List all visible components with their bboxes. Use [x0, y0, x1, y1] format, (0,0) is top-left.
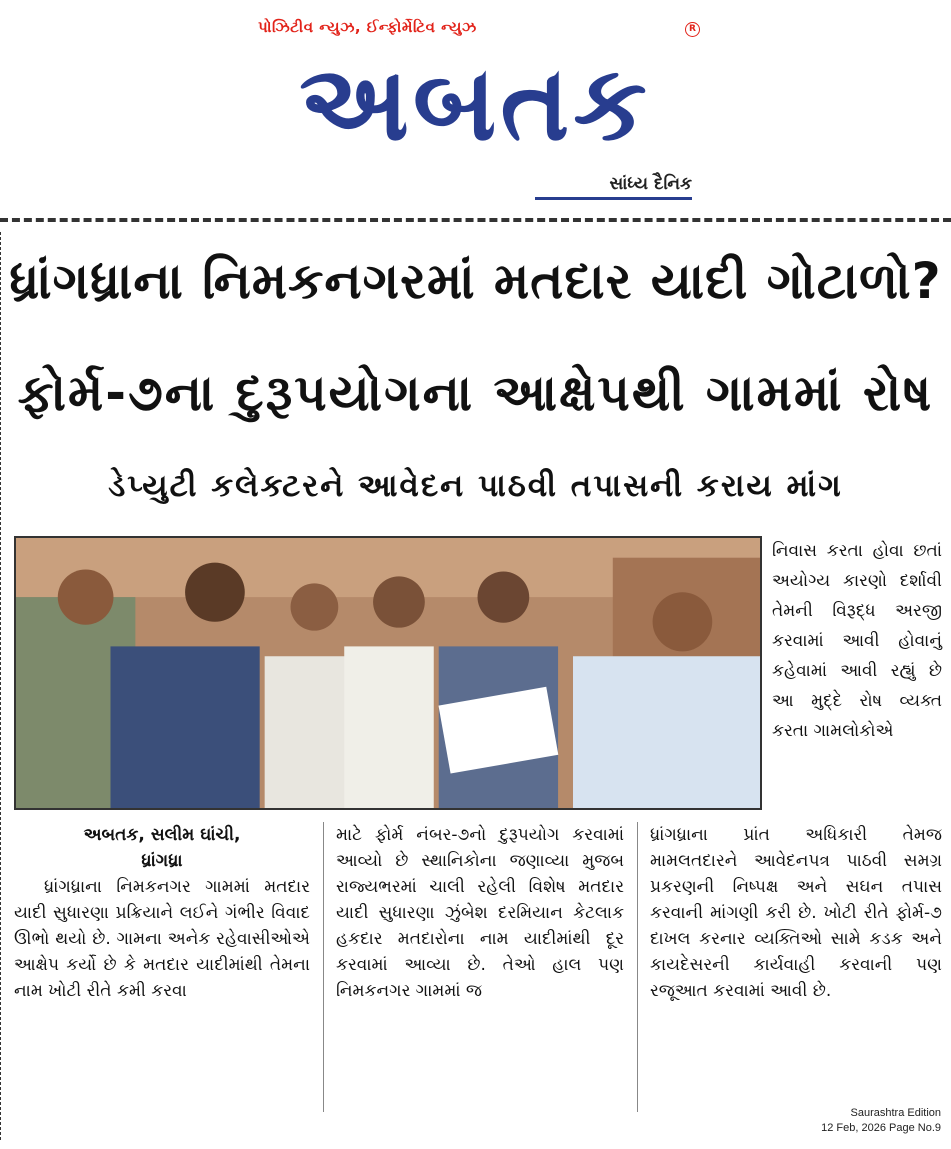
headline-primary: ધ્રાંગધ્રાના નિમકનગરમાં મતદાર યાદી ગોટાળો?: [9, 252, 942, 310]
news-photo: [14, 536, 762, 810]
article-column-2: માટે ફોર્મ નંબર-૭નો દુરૂપયોગ કરવામાં આવ્યો છે સ્થાનિકોના જણાવ્યા મુજબ રાજ્યભરમાં ચાલી રહેલી વિશેષ મતદાર યાદી સુધારણા ઝુંબેશ દરમિયાન કેટલાક હકદાર મતદારોના નામ યાદીમાંથી દૂર કરવામાં આવ્યા છે. તેઓ હાલ પણ નિમકનગર ગામમાં જ: [336, 825, 624, 1001]
left-dashed-border: [0, 232, 1, 1140]
edition-date-page: 12 Feb, 2026 Page No.9: [821, 1122, 941, 1134]
article-column-1: [14, 822, 310, 1004]
edition-info: [821, 1106, 941, 1136]
subheadline: ડેપ્યુટી કલેક્ટરને આવેદન પાઠવી તપાસની કરાય માંગ: [108, 468, 843, 504]
headline-secondary: ફોર્મ-૭ના દુરૂપયોગના આક્ષેપથી ગામમાં રોષ: [17, 364, 934, 422]
masthead-tagline: પોઝિટીવ ન્યુઝ, ઈન્ફોર્મેટિવ ન્યુઝ: [258, 18, 477, 36]
masthead: [250, 18, 700, 203]
newspaper-logo: અબતક: [299, 42, 651, 164]
edition-name: Saurashtra Edition: [850, 1107, 941, 1119]
top-dashed-divider: [0, 218, 951, 222]
subtitle-underline: [535, 197, 692, 200]
column-divider: [637, 822, 638, 1112]
photo-image: [16, 538, 760, 808]
byline-author: અબતક, સલીમ ઘાંચી,: [83, 825, 241, 845]
registered-mark: R: [685, 22, 700, 37]
article-side-column: નિવાસ કરતા હોવા છતાં અયોગ્ય કારણો દર્શાવી તેમની વિરૂદ્ધ અરજી કરવામાં આવી હોવાનું કહેવામાં આવી રહ્યું છે આ મુદ્દે રોષ વ્યક્ત કરતા ગામલોકોએ: [772, 541, 942, 741]
column-1-text: ધ્રાંગધ્રાના નિમકનગર ગામમાં મતદાર યાદી સુધારણા પ્રક્રિયાને લઈને ગંભીર વિવાદ ઊભો થયો છે. ગામના અનેક રહેવાસીઓએ આક્ષેપ કર્યો છે કે મતદાર યાદીમાંથી તેમના નામ ખોટી રીતે કમી કરવા: [14, 877, 310, 1001]
masthead-subtitle: સાંધ્ય દૈનિક: [609, 174, 692, 194]
byline-dateline: ધ્રાંગધ્રા: [141, 851, 183, 871]
article-column-3: ધ્રાંગધ્રાના પ્રાંત અધિકારી તેમજ મામલતદારને આવેદનપત્ર પાઠવી સમગ્ર પ્રકરણની નિષ્પક્ષ અને સઘન તપાસ કરવાની માંગણી કરી છે. ખોટી રીતે ફોર્મ-૭ દાખલ કરનાર વ્યક્તિઓ સામે કડક અને કાયદેસરની કાર્યવાહી કરવાની પણ રજૂઆત કરવામાં આવી છે.: [650, 825, 942, 1001]
column-divider: [323, 822, 324, 1112]
